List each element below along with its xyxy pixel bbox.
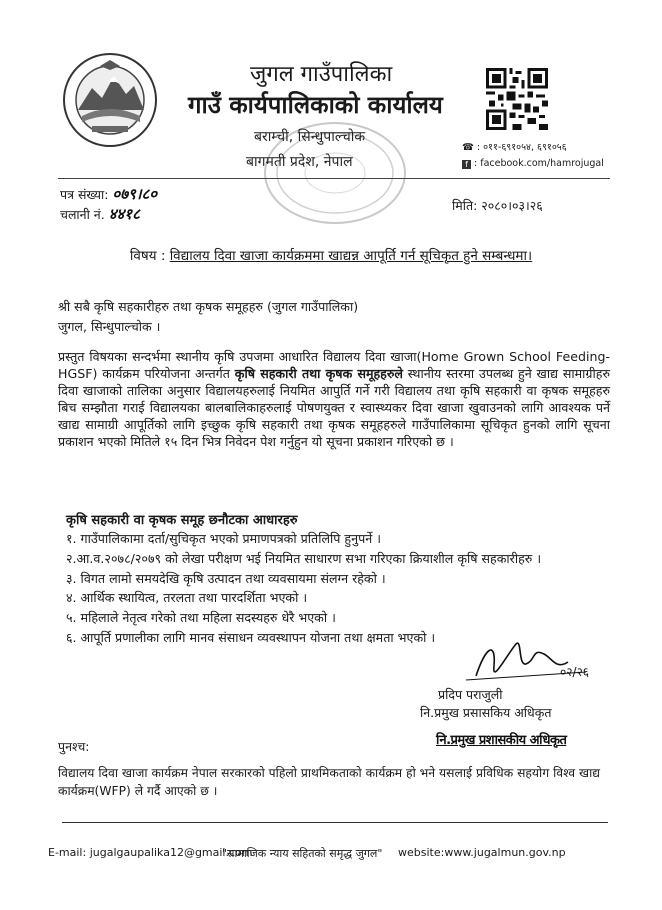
designation-stamp: नि.प्रमुख प्रशासकीय अधिकृत (436, 733, 567, 748)
address-line1: बराम्ची, सिन्धुपाल्चोक (254, 129, 366, 145)
org-name-line2: गाउँ कार्यपालिकाको कार्यालय (188, 91, 443, 119)
body-text-part1: प्रस्तुत विषयका सन्दर्भमा स्थानीय कृषि उपजमा आधारित विद्यालय दिवा खाजा(Home Grown School Feeding-HGSF) कार्यक्रम परियोजना अन्तर्गत (58, 349, 610, 381)
list-item: ५. महिलाले नेतृत्व गरेको तथा महिला सदस्यहरु धेरै भएको । (66, 610, 336, 626)
criteria-title: कृषि सहकारी वा कृषक समूह छनौटका आधारहरु (66, 513, 298, 528)
letter-date (452, 197, 543, 214)
dispatch-number (60, 204, 140, 224)
postscript-text: विद्यालय दिवा खाजा कार्यक्रम नेपाल सरकारको पहिलो प्राथमिकताको कार्यक्रम हो भने यसलाई प्रविधिक सहयोग विश्व खाद्य कार्यक्रम(WFP) ले गर्दै आएको छ । (58, 766, 601, 798)
list-item: ६. आपूर्ति प्रणालीका लागि मानव संसाधन व्यवस्थापन योजना तथा क्षमता भएको । (66, 629, 436, 645)
list-item: २.आ.व.२०७८/२०७९ को लेखा परीक्षण भई नियमित साधारण सभा गरिएका क्रियाशील कृषि सहकारीहरु । (66, 550, 542, 566)
letter-number-value: ०७९।८० (112, 185, 158, 203)
signatory-name: प्रदिप पराजुली (438, 687, 503, 702)
org-name-line1: जुगल गाउँपालिका (250, 62, 393, 87)
footer-divider (62, 822, 608, 823)
list-item: १. गाउँपालिकामा दर्ता/सुचिकृत भएको प्रमाणपत्रको प्रतिलिपि हुनुपर्ने । (66, 531, 382, 546)
dispatch-number-label: चलानी नं. (60, 207, 105, 222)
criteria-list (66, 529, 541, 648)
footer-email[interactable]: E-mail: jugalgaupalika12@gmail.com (48, 846, 253, 859)
footer-motto: "सामाजिक न्याय सहितको समृद्ध जुगल" (222, 847, 383, 860)
qr-code (486, 68, 548, 130)
date-label: मिति: (452, 198, 478, 213)
header-divider (58, 178, 610, 179)
footer-website[interactable]: website:www.jugalmun.gov.np (398, 846, 566, 859)
dispatch-number-value: ४४१८ (108, 205, 140, 223)
handwritten-signature (456, 636, 596, 686)
recipient-line2: जुगल, सिन्धुपाल्चोक । (58, 319, 161, 334)
body-paragraph (58, 348, 610, 450)
municipality-emblem-logo (62, 52, 158, 148)
address-line2: बागमती प्रदेश, नेपाल (246, 154, 353, 170)
letter-number-label: पत्र संख्या: (60, 187, 109, 202)
svg-text:०२/२६: ०२/२६ (560, 665, 590, 679)
subject-line (0, 246, 662, 264)
signatory-title: नि.प्रमुख प्रसासकिय अधिकृत (420, 705, 552, 720)
list-item: ३. विगत लामो समयदेखि कृषि उत्पादन तथा व्यवसायमा संलग्न रहेको । (66, 570, 386, 586)
subject-label: विषय : (129, 248, 166, 264)
letter-number (60, 184, 157, 204)
subject-text: विद्यालय दिवा खाजा कार्यक्रममा खाद्यन्न आपूर्ति गर्न सूचिकृत हुने सम्बन्धमा। (169, 248, 533, 264)
facebook-icon: f (462, 160, 471, 169)
body-text-part2: स्थानीय स्तरमा उपलब्ध हुने खाद्य सामाग्रीहरु दिवा खाजाको तालिका अनुसार विद्यालयहरुलाई नियमित आपुर्ति गर्ने गरी विद्यालय तथा कृषि सहकारी वा कृषक समूहहरु बिच सम्झौता गराई विद्यालयका बालबालिकाहरुलाई पोषणयुक्त र स्वास्थ्यकर दिवा खाजा खुवाउनको लागि आवश्यक पर्ने खाद्य सामाग्री आपूर्तिको लागि इच्छुक कृषि सहकारी तथा कृषक समूहहरुले गाउँपालिकामा सूचिकृत हुनको लागि सूचना प्रकाशन भएको मितिले १५ दिन भित्र निवेदन पेश गर्नुहुन यो सूचना प्रकाशन गरिएको छ । (58, 366, 610, 449)
facebook-link[interactable] (462, 158, 604, 169)
date-value: २०८०।०३।२६ (481, 198, 543, 213)
phone-number: ☎ : ०११-६९१०५४, ६९१०५६ (462, 142, 567, 153)
list-item: ४. आर्थिक स्थायित्व, तरलता तथा पारदर्शिता भएको । (66, 590, 308, 606)
facebook-url: : facebook.com/hamrojugal (474, 158, 604, 169)
postscript-label: पुनश्च: (58, 739, 90, 754)
recipient-line1: श्री सबै कृषि सहकारीहरु तथा कृषक समूहहरु (जुगल गाउँपालिका) (58, 299, 359, 314)
body-text-bold: कृषि सहकारी तथा कृषक समूहहरुले (234, 366, 403, 381)
